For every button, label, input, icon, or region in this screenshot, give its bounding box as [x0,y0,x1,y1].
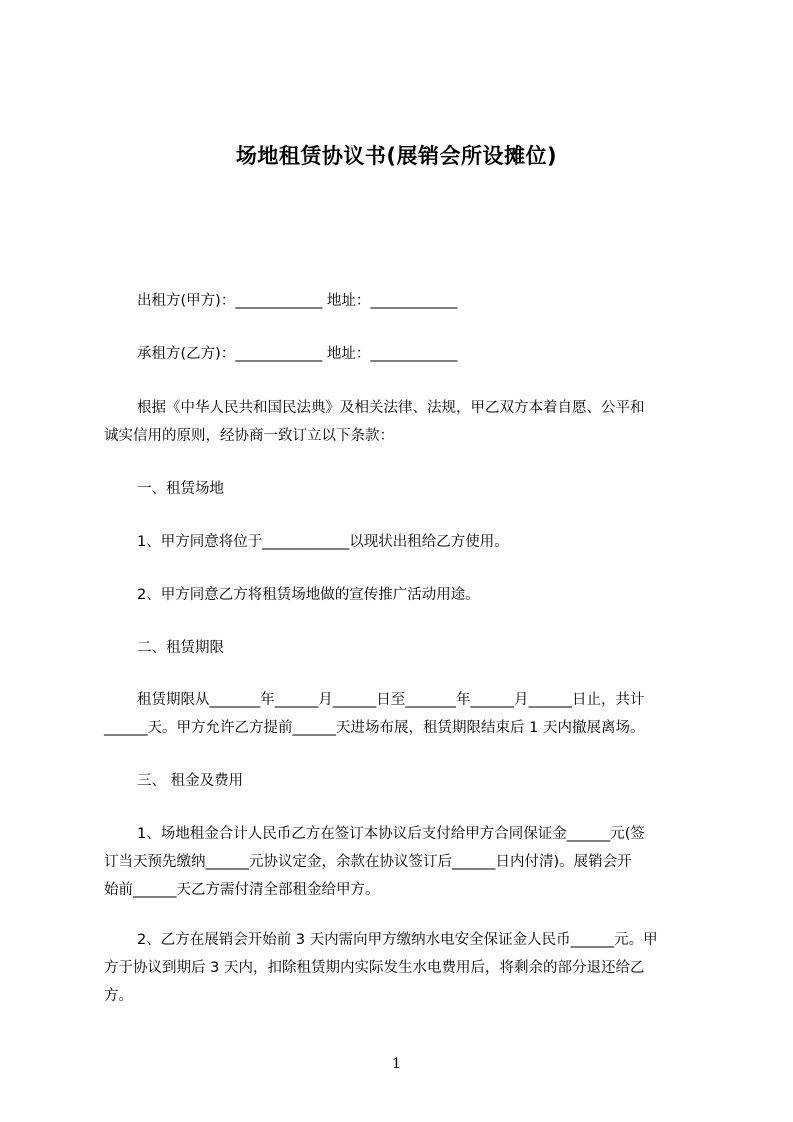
preamble-line-1: 根据《中华人民共和国民法典》及相关法律、法规，甲乙双方本着自愿、公平和 [137,400,645,416]
section3-para1-line-3: 始前______天乙方需付清全部租金给甲方。 [104,882,380,898]
document-title: 场地租赁协议书(展销会所设摊位) [235,144,558,168]
section2-line-2: ______天。甲方允许乙方提前______天进场布展，租赁期限结束后 1 天内撤展离场。 [104,720,645,736]
section3-heading: 三、 租金及费用 [137,773,244,789]
section3-para1-line-2: 订当天预先缴纳______元协议定金，余款在协议签订后______日内付清)。展销会开 [104,854,632,870]
section3-para2-line-1: 2、乙方在展销会开始前 3 天内需向甲方缴纳水电安全保证金人民币______元。甲 [137,932,658,948]
section2-heading: 二、租赁期限 [137,640,224,656]
lessee-line: 承租方(乙方)：____________ 地址：____________ [137,346,458,362]
page-number: 1 [392,1056,401,1072]
section1-item-1: 1、甲方同意将位于____________以现状出租给乙方使用。 [137,534,509,550]
section2-line-1: 租赁期限从_______年______月______日至_______年______月______日止，共计 [137,692,645,708]
section1-item-2: 2、甲方同意乙方将租赁场地做的宣传推广活动用途。 [137,587,480,603]
section3-para2-line-2: 方于协议到期后 3 天内，扣除租赁期内实际发生水电费用后，将剩余的部分退还给乙 [104,960,645,976]
section3-para2-line-3: 方。 [104,988,133,1004]
lessor-line: 出租方(甲方)：____________ 地址：____________ [137,293,458,309]
preamble-line-2: 诚实信用的原则，经协商一致订立以下条款： [104,428,394,444]
section3-para1-line-1: 1、场地租金合计人民币乙方在签订本协议后支付给甲方合同保证金______元(签 [137,826,645,842]
section1-heading: 一、租赁场地 [137,481,224,497]
